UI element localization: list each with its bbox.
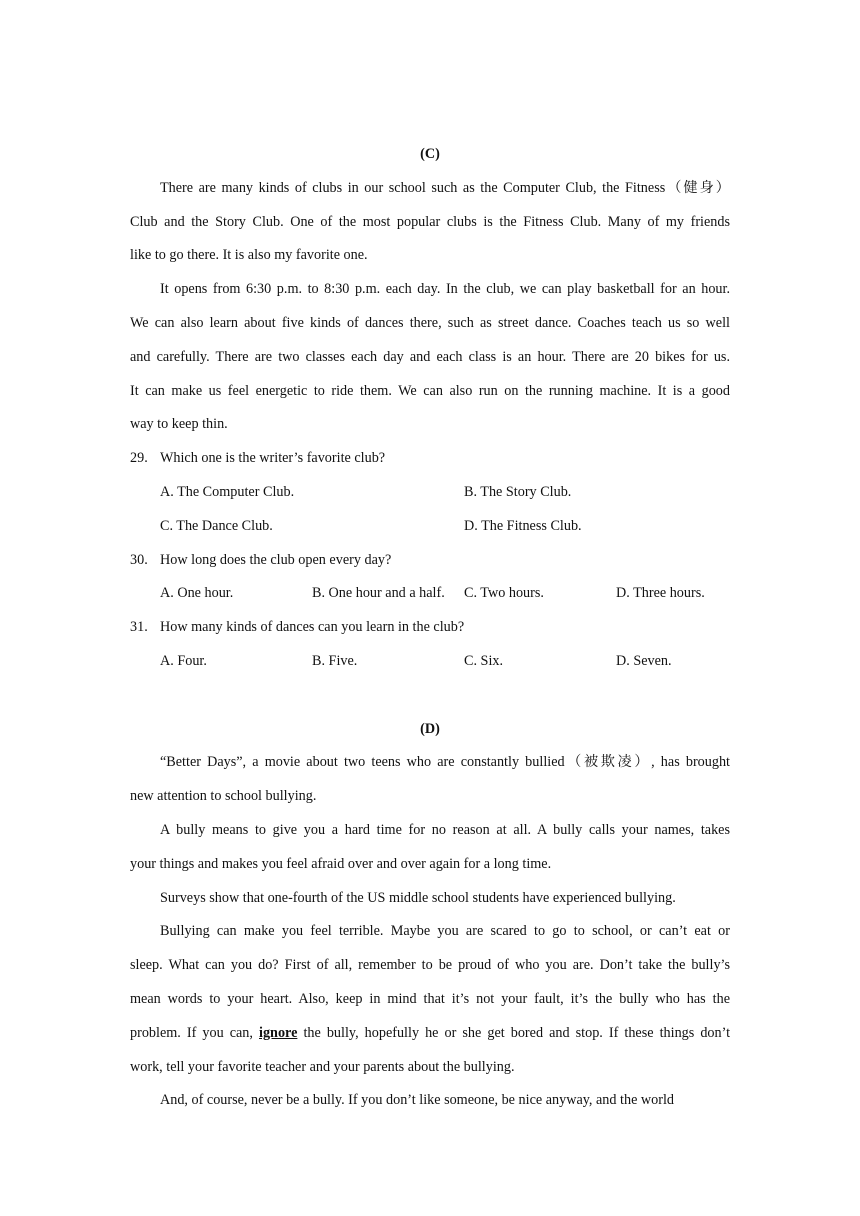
section-c-paragraph-1: [130, 172, 730, 273]
question-number: 30.: [130, 551, 148, 568]
question-29: [130, 442, 730, 543]
text-line: It opens from 6:30 p.m. to 8:30 p.m. each day. In the club, we can play basketball for an hour.: [160, 281, 730, 298]
question-text: How long does the club open every day?: [160, 551, 392, 568]
text-line: There are many kinds of clubs in our school such as the Computer Club, the Fitness（健身）: [160, 179, 730, 196]
option-b: B. One hour and a half.: [312, 585, 445, 602]
text-line: your things and makes you feel afraid over and over again for a long time.: [130, 855, 552, 872]
option-b: B. The Story Club.: [464, 483, 572, 500]
text-line: And, of course, never be a bully. If you don’t like someone, be nice anyway, and the world: [160, 1092, 675, 1109]
section-d-paragraph-3: [130, 882, 730, 916]
text-line: We can also learn about five kinds of dances there, such as street dance. Coaches teach us so well: [130, 314, 730, 331]
text-line: and carefully. There are two classes each day and each class is an hour. There are 20 bikes for us.: [130, 348, 730, 365]
option-a: A. One hour.: [160, 585, 234, 602]
text-line: Surveys show that one-fourth of the US middle school students have experienced bullying.: [160, 889, 676, 906]
option-d: D. The Fitness Club.: [464, 517, 582, 534]
option-d: D. Seven.: [616, 652, 672, 669]
question-31: [130, 611, 730, 679]
text-line: It can make us feel energetic to ride them. We can also run on the running machine. It is a good: [130, 382, 730, 399]
text-line: like to go there. It is also my favorite one.: [130, 247, 368, 264]
text-line: work, tell your favorite teacher and your parents about the bullying.: [130, 1058, 515, 1075]
text-line: [130, 1017, 730, 1051]
section-d-paragraph-2: [130, 814, 730, 882]
option-a: A. Four.: [160, 652, 207, 669]
question-30: [130, 544, 730, 612]
text-line: Club and the Story Club. One of the most popular clubs is the Fitness Club. Many of my friends: [130, 213, 730, 230]
text-line: A bully means to give you a hard time for no reason at all. A bully calls your names, takes: [160, 821, 730, 838]
question-text: Which one is the writer’s favorite club?: [160, 450, 386, 467]
text-line: mean words to your heart. Also, keep in mind that it’s not your fault, it’s the bully who has the: [130, 990, 730, 1007]
option-c: C. Two hours.: [464, 585, 544, 602]
option-c: C. The Dance Club.: [160, 517, 273, 534]
option-a: A. The Computer Club.: [160, 483, 295, 500]
text-line: “Better Days”, a movie about two teens who are constantly bullied（被欺凌）, has brought: [160, 754, 730, 771]
section-d-paragraph-5: [130, 1084, 730, 1118]
text-line: new attention to school bullying.: [130, 788, 317, 805]
text-segment: problem. If you can,: [130, 1024, 253, 1041]
section-c-heading: (C): [420, 146, 440, 162]
exam-page: [130, 138, 730, 1118]
question-text: How many kinds of dances can you learn in the club?: [160, 619, 465, 636]
section-spacer: [130, 679, 730, 713]
underlined-word: ignore: [259, 1024, 298, 1041]
section-d-paragraph-1: [130, 746, 730, 814]
section-d-heading: (D): [420, 720, 440, 737]
question-number: 29.: [130, 450, 148, 467]
option-d: D. Three hours.: [616, 585, 705, 602]
option-c: C. Six.: [464, 652, 504, 669]
text-line: sleep. What can you do? First of all, remember to be proud of who you are. Don’t take the bully’s: [130, 957, 730, 974]
text-segment: the bully, hopefully he or she get bored and stop. If these things don’t: [303, 1024, 730, 1041]
section-c-paragraph-2: [130, 273, 730, 442]
section-d-paragraph-4: [130, 915, 730, 1084]
option-b: B. Five.: [312, 652, 358, 669]
question-number: 31.: [130, 619, 148, 636]
text-line: Bullying can make you feel terrible. Maybe you are scared to go to school, or can’t eat or: [160, 923, 730, 940]
text-line: way to keep thin.: [130, 416, 228, 433]
